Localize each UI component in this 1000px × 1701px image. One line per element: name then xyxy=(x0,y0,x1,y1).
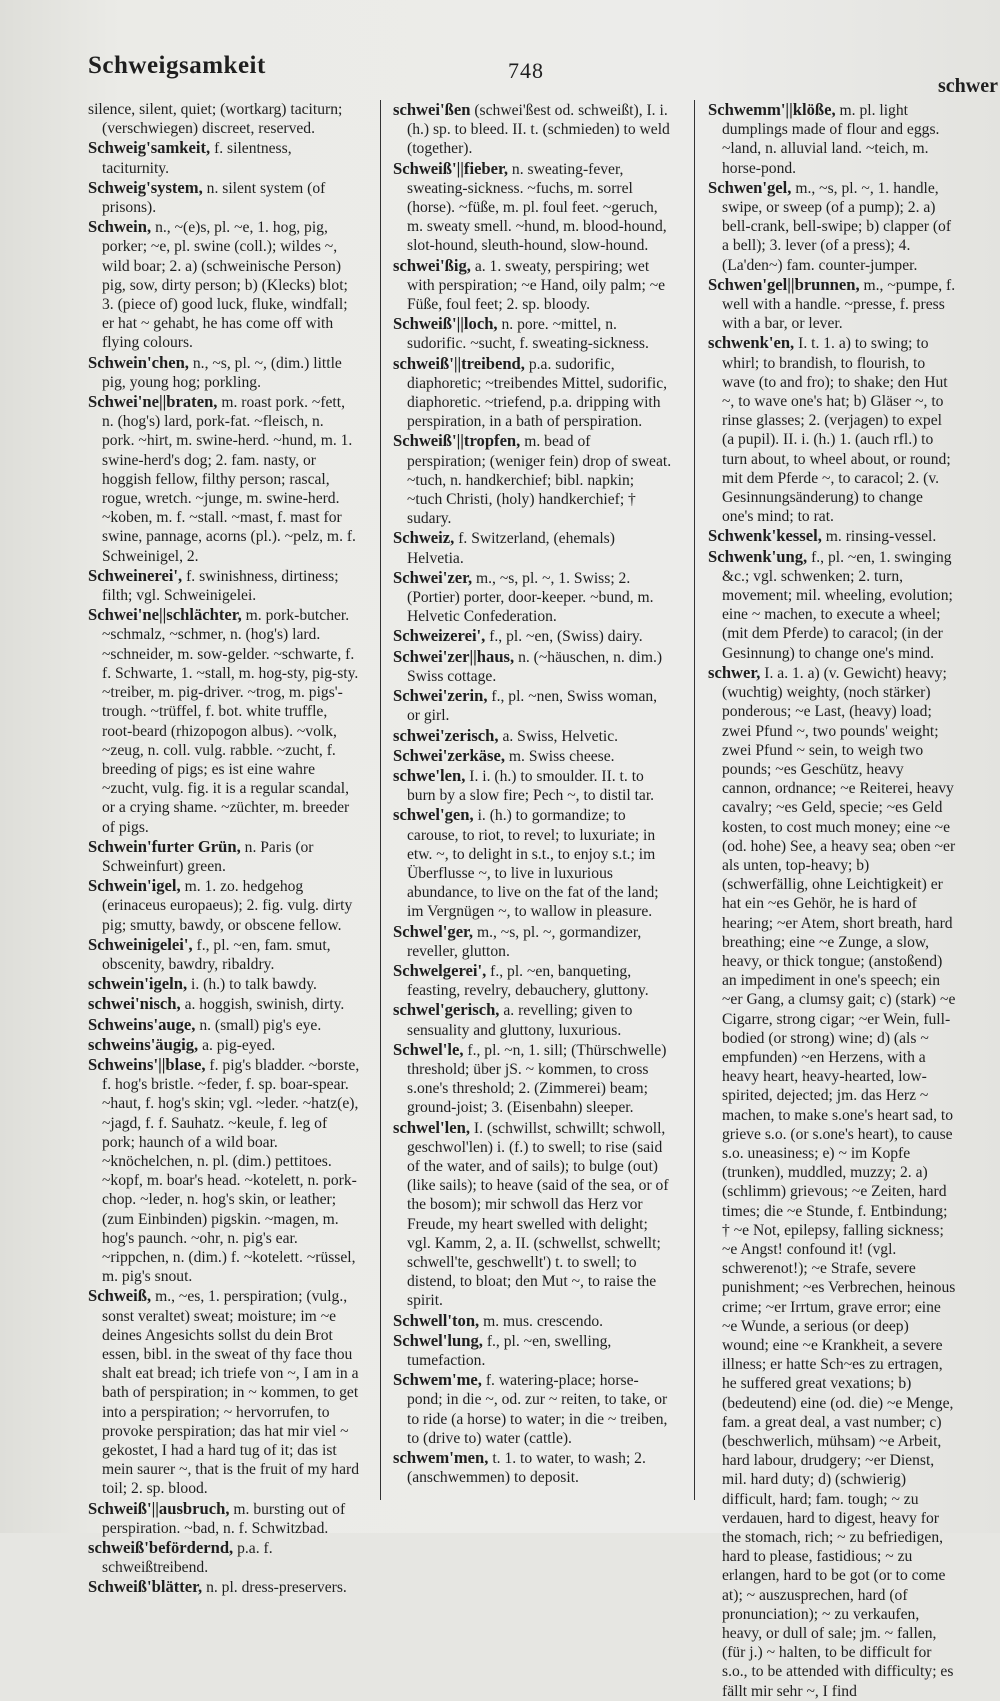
dictionary-entry xyxy=(88,1055,360,1286)
column-middle xyxy=(393,100,673,1520)
dictionary-entry xyxy=(88,605,360,836)
dictionary-entry xyxy=(393,1000,673,1039)
headword: Schwel'lung, xyxy=(393,1330,483,1350)
definition: a. Swiss, Helvetic. xyxy=(502,727,619,745)
definition: m. mus. crescendo. xyxy=(483,1312,604,1330)
headword: Schwell'ton, xyxy=(393,1310,480,1330)
definition: i. (h.) to gormandize; to carouse, to riot, to revel; to luxuriate; in etw. ~, to delight in s.t., to enjoy s.t.; im Überflusse ~, to live in luxurious abundance, to live on the fat of the land; im Vergnügen ~, to wallow in pleasure. xyxy=(407,807,659,921)
definition: f. silentness, taciturnity. xyxy=(102,140,292,177)
definition: a. hoggish, swinish, dirty. xyxy=(184,996,345,1014)
headword: Schweig'samkeit, xyxy=(88,138,211,158)
dictionary-entry xyxy=(393,1448,673,1487)
column-left xyxy=(88,100,360,1597)
headword: Schwen'gel, xyxy=(708,177,792,197)
headword: Schweiß'blätter, xyxy=(88,1577,203,1597)
headword: Schwein'furter Grün, xyxy=(88,836,241,856)
headword: Schwelgerei', xyxy=(393,960,487,980)
headword: schwenk'en, xyxy=(708,333,795,353)
headword: Schweiß, xyxy=(88,1286,152,1306)
definition: n., ~s, pl. ~, (dim.) little pig, young hog; porkling. xyxy=(102,354,342,391)
dictionary-entry xyxy=(393,746,673,766)
headword: schwei'ßig, xyxy=(393,255,471,275)
dictionary-entry xyxy=(393,1040,673,1118)
headword: schwem'men, xyxy=(393,1448,489,1468)
definition: p.a. f. schweißtreibend. xyxy=(102,1540,273,1577)
definition: p.a. sudorific, diaphoretic; ~treibendes Mittel, sudorific, diaphoretic. ~triefend, p.a. dripping with perspiration, in a bath of perspiration. xyxy=(407,355,668,431)
page-number: 748 xyxy=(508,58,544,83)
definition: m. pl. light dumplings made of flour and eggs. ~land, n. alluvial land. ~teich, m. horse-pond. xyxy=(722,102,940,177)
dictionary-entry xyxy=(88,876,360,935)
dictionary-entry xyxy=(88,1035,360,1055)
headword: schwei'ßen xyxy=(393,100,471,119)
definition: f., pl. ~en, swelling, tumefaction. xyxy=(407,1332,612,1369)
dictionary-entry xyxy=(708,100,956,178)
definition: I. t. 1. a) to swing; to whirl; to brandish, to flourish, to wave (to and fro); to shake; den Hut ~, to wave one's hat; b) Gläser ~, to rinse glasses; 2. (verjagen) to expel (a pupil). II. i. (h.) 1. (auch rfl.) to turn about, to wheel about, or round; mit dem Pferde ~, to caracol; 2. (v. Gesinnungsänderung) to change one's mind; to rat. xyxy=(722,335,951,526)
definition: n. (~häuschen, n. dim.) Swiss cottage. xyxy=(407,648,663,685)
dictionary-entry xyxy=(88,392,360,566)
dictionary-entry xyxy=(393,1118,673,1311)
dictionary-entry xyxy=(393,1311,673,1331)
headword: Schwel'ger, xyxy=(393,921,474,941)
headword: Schwein'igel, xyxy=(88,876,181,896)
dictionary-entry xyxy=(393,159,673,256)
headword: Schwei'zer, xyxy=(393,567,473,587)
headword: Schweiß'||tropfen, xyxy=(393,431,521,451)
definition: n. sweating-fever, sweating-sickness. ~fuchs, m. sorrel (horse). ~füße, m. pl. foul feet. ~geruch, m. sweaty smell. ~hund, m. blood-hound, slot-hound, sleuth-hound, slow-hound. xyxy=(407,160,667,255)
headword: schweiß'||treibend, xyxy=(393,353,525,373)
dictionary-entry xyxy=(88,566,360,605)
headword: schwel'gerisch, xyxy=(393,1000,500,1020)
headword: Schwenk'ung, xyxy=(708,546,808,566)
definition: m., ~s, pl. ~, gormandizer, reveller, glutton. xyxy=(407,923,642,960)
dictionary-entry xyxy=(393,961,673,1000)
definition: f. pig's bladder. ~borste, f. hog's bristle. ~feder, f. sp. boar-spear. ~haut, f. hog's skin; vgl. ~leder. ~hatz(e), ~jagd, f. f. Sauhatz. ~keule, f. leg of pork; haunch of a wild boar. ~knöchelchen, n. pl. (dim.) pettitoes. ~kopf, m. boar's head. ~kotelett, n. pork-chop. ~leder, n. hog's skin, or leather; (zum Einbinden) pigskin. ~magen, m. hog's paunch. ~ohr, n. pig's ear. ~rippchen, n. (dim.) f. ~kotelett. ~rüssel, m. pig's snout. xyxy=(102,1056,360,1286)
definition: f., pl. ~n, 1. sill; (Thürschwelle) threshold; über jS. ~ kommen, to cross s.one's threshold; 2. (Zimmerei) beam; ground-joist; 3. (Eisenbahn) sleeper. xyxy=(407,1041,667,1117)
definition: n., ~(e)s, pl. ~e, 1. hog, pig, porker; ~e, pl. swine (coll.); wildes ~, wild boar; 2. a) (schweinische Person) pig, sow, dirty person; b) (Klecks) blot; 3. (piece of) good luck, fluke, windfall; er hat ~ gehabt, he has come off with flying colours. xyxy=(102,219,348,352)
headword: Schwei'ne||schlächter, xyxy=(88,605,242,625)
dictionary-entry xyxy=(88,138,360,177)
running-head-left: Schweigsamkeit xyxy=(88,52,266,79)
headword: schwei'zerisch, xyxy=(393,725,499,745)
definition: silence, silent, quiet; (wortkarg) taciturn; (verschwiegen) discreet, reserved. xyxy=(88,101,343,138)
dictionary-entry xyxy=(393,726,673,746)
definition: m. bead of perspiration; (weniger fein) drop of sweat. ~tuch, n. handkerchief; bibl. napkin; ~tuch Christi, (holy) handkerchief; † sudary. xyxy=(407,433,672,528)
dictionary-entry xyxy=(393,431,673,528)
definition: I. (schwillst, schwillt; schwoll, geschwol'len) i. (f.) to swell; to rise (said of the water, and of sails); to bulge (out) (like sails); to heave (said of the sea, or of the bosom); mir schwoll das Herz vor Freude, my heart swelled with delight; vgl. Kamm, 2, a. II. (schwellst, schwellt; schwell'te, geschwellt') t. to swell; to distend, to bloat; den Mut ~, to raise the spirit. xyxy=(407,1119,669,1310)
dictionary-entry xyxy=(88,935,360,974)
dictionary-entry xyxy=(708,178,956,275)
definition: f., pl. ~nen, Swiss woman, or girl. xyxy=(407,688,658,725)
dictionary-entry xyxy=(708,547,956,663)
headword: Schwein'chen, xyxy=(88,352,189,372)
definition: I. i. (h.) to smoulder. II. t. to burn by a slow fire; Pech ~, to distil tar. xyxy=(407,767,655,805)
headword: Schwel'le, xyxy=(393,1039,464,1059)
definition: (schwei'ßest od. schweißt), I. i. (h.) sp. to bleed. II. t. (schmieden) to weld (together). xyxy=(407,102,670,158)
headword: Schweinigelei', xyxy=(88,934,193,954)
headword: Schwen'gel||brunnen, xyxy=(708,274,860,294)
headword: Schweig'system, xyxy=(88,177,203,197)
dictionary-entry xyxy=(708,663,956,1701)
dictionary-entry xyxy=(88,217,360,352)
definition: f. swinishness, dirtiness; filth; vgl. Schweinigelei. xyxy=(102,567,339,605)
definition: m. roast pork. ~fett, n. (hog's) lard, pork-fat. ~fleisch, n. pork. ~hirt, m. swine-herd. ~hund, m. 1. swine-herd's dog; 2. fam. nasty, or hoggish fellow, filthy person; rascal, rogue, wretch. ~junge, m. swine-herd. ~koben, m. f. ~stall. ~mast, f. mast for swine, pannage, acorns (pl.). ~pelz, m. f. Schweinigel, 2. xyxy=(102,394,356,565)
headword: schwein'igeln, xyxy=(88,974,188,994)
dictionary-entry xyxy=(393,314,673,353)
dictionary-entry xyxy=(708,275,956,334)
dictionary-entry xyxy=(708,526,956,546)
definition: f., pl. ~en, 1. swinging &c.; vgl. schwenken; 2. turn, movement; mil. wheeling, evolution; eine ~ machen, to execute a wheel; (mit dem Pferde) to caracol; (in der Gesinnung) to change one's mind. xyxy=(722,548,953,662)
headword: Schwei'ne||braten, xyxy=(88,392,218,412)
dictionary-entry xyxy=(88,100,360,138)
headword: Schwei'zer||haus, xyxy=(393,646,515,666)
dictionary-entry xyxy=(88,1286,360,1498)
definition: i. (h.) to talk bawdy. xyxy=(191,976,317,994)
dictionary-entry xyxy=(88,178,360,217)
definition: a. 1. sweaty, perspiring; wet with perspiration; ~e Hand, oily palm; ~e Füße, foul feet; 2. sp. bloody. xyxy=(407,257,666,314)
dictionary-entry xyxy=(88,353,360,392)
definition: t. 1. to water, to wash; 2. (anschwemmen) to deposit. xyxy=(407,1450,646,1487)
headword: Schweiß'||fieber, xyxy=(393,158,509,178)
definition: m., ~s, pl. ~, 1. Swiss; 2. (Portier) porter, door-keeper. ~bund, m. Helvetic Confederation. xyxy=(407,569,654,626)
dictionary-entry xyxy=(88,1499,360,1538)
headword: schweins'äugig, xyxy=(88,1034,199,1054)
definition: f. Switzerland, (ehemals) Helvetia. xyxy=(407,530,615,567)
column-right xyxy=(708,100,956,1700)
headword: Schweins'||blase, xyxy=(88,1054,206,1074)
definition: n. Paris (or Schweinfurt) green. xyxy=(102,838,314,875)
dictionary-entry xyxy=(393,805,673,921)
headword: schwe'len, xyxy=(393,765,466,785)
dictionary-entry xyxy=(393,100,673,159)
definition: n. silent system (of prisons). xyxy=(102,179,326,217)
headword: Schwenk'kessel, xyxy=(708,526,822,546)
headword: Schwei'zerin, xyxy=(393,686,488,706)
definition: n. pore. ~mittel, n. sudorific. ~sucht, f. sweating-sickness. xyxy=(407,316,649,353)
definition: a. revelling; given to sensuality and gluttony, luxurious. xyxy=(407,1002,633,1039)
dictionary-entry xyxy=(393,922,673,961)
dictionary-entry xyxy=(393,686,673,725)
dictionary-entry xyxy=(88,1538,360,1577)
dictionary-entry xyxy=(393,568,673,627)
dictionary-entry xyxy=(88,1015,360,1035)
dictionary-entry xyxy=(708,333,956,526)
definition: m. Swiss cheese. xyxy=(508,747,615,765)
definition: m., ~es, 1. perspiration; (vulg., sonst veraltet) sweat; moisture; im ~e deines Angesichts sollst du dein Brot essen, bibl. in the sweat of thy face thou shalt eat bread; ich triefe von ~, I am in a bath of perspiration; in ~ kommen, to get into a perspiration; ~ hervorrufen, to provoke perspiration; das hat mir viel ~ gekostet, I had a hard tug of it; das ist mein saurer ~, that is the fruit of my hard toil; 2. sp. blood. xyxy=(102,1288,359,1498)
headword: schwel'gen, xyxy=(393,805,474,825)
headword: Schweizerei', xyxy=(393,626,486,646)
running-head-right: schwer xyxy=(938,75,998,97)
definition: m. pork-butcher. ~schmalz, ~schmer, n. (hog's) lard. ~schneider, m. sow-gelder. ~schwarte, f. f. Schwarte, 1. ~stall, m. hog-sty, pig-sty. ~treiber, m. pig-driver. ~trog, m. pigs'-trough. ~trüffel, f. bot. white truffle, root-beard (rhizopogon albus). ~volk, ~zeug, n. coll. vulg. rabble. ~zucht, f. breeding of pigs; es ist eine wahre ~zucht, vulg. fig. it is a regular scandal, or a crying shame. ~züchter, m. breeder of pigs. xyxy=(102,607,359,836)
dictionary-entry xyxy=(88,837,360,876)
headword: Schweinerei', xyxy=(88,565,183,585)
definition: a. pig-eyed. xyxy=(202,1036,276,1054)
dictionary-entry xyxy=(393,256,673,315)
dictionary-entry xyxy=(393,528,673,567)
definition: f., pl. ~en, fam. smut, obscenity, bawdry, ribaldry. xyxy=(102,936,331,973)
definition: f. watering-place; horse-pond; in die ~, od. zur ~ reiten, to take, or to ride (a horse) to water; in die ~ treiben, to (drive to) water (cattle). xyxy=(407,1372,668,1447)
definition: n. pl. dress-preservers. xyxy=(206,1579,347,1597)
column-divider xyxy=(380,100,381,1500)
headword: Schwem'me, xyxy=(393,1370,482,1390)
definition: m., ~pumpe, f. well with a handle. ~presse, f. press with a bar, or lever. xyxy=(722,276,956,333)
dictionary-entry xyxy=(393,1331,673,1370)
headword: Schweiß'||loch, xyxy=(393,314,498,334)
headword: schwel'len, xyxy=(393,1117,470,1137)
definition: f., pl. ~en, banqueting, feasting, revelry, debauchery, gluttony. xyxy=(407,962,649,1000)
headword: Schweiß'||ausbruch, xyxy=(88,1498,230,1518)
dictionary-entry xyxy=(88,974,360,994)
headword: Schwemm'||klöße, xyxy=(708,100,836,119)
dictionary-entry xyxy=(393,626,673,646)
headword: Schweiz, xyxy=(393,528,455,548)
column-divider xyxy=(694,100,695,1500)
dictionary-entry xyxy=(88,994,360,1014)
definition: n. (small) pig's eye. xyxy=(199,1016,322,1034)
definition: I. a. 1. a) (v. Gewicht) heavy; (wuchtig) weighty, (noch stärker) ponderous; ~e Last, (heavy) load; zwei Pfund ~, two pounds' weight; zwei Pfund ~ sein, to weigh two pounds; ~es Geschütz, heavy cannon, ordnance; ~e Reiterei, heavy cavalry; ~es Geld, specie; ~es Geld kosten, to cost much money; eine ~e (od. hohe) See, a heavy sea; oben ~er als unten, top-heavy; b) (schwerfällig, ohne Leichtigkeit) er hat ein ~es Gehör, he is hard of hearing; ~er Atem, short breath, hard breathing; eine ~e Zunge, a slow, heavy, or thick tongue; (anstoßend) an impediment in one's speech; ein ~er Gang, a clumsy gait; c) (stark) ~e Cigarre, strong cigar; ~er Wein, full-bodied (or strong) wine; d) (als ~ empfunden) ~en Herzens, with a heavy heart, heavy-hearted, low-spirited, dejected; jm. das Herz ~ machen, to make s.one's heart sad, to grieve s.o. (or s.one's heart), to cause s.o. uneasiness; e) ~ im Kopfe (trunken), muddled, muzzy; 2. a) (schlimm) grievous; ~e Zeiten, hard times; die ~e Stunde, f. Entbindung; † ~e Not, epilepsy, falling sickness; ~e Angst! confound it! (vgl. schwerenot!); ~e Strafe, severe punishment; ~es Verbrechen, heinous crime; ~er Irrtum, grave error; eine ~e Wunde, a serious (or deep) wound; eine ~e Krankheit, a severe illness; er hatte Sch~es zu ertragen, he suffered great vexations; b) (bedeutend) eine (od. die) ~e Menge, fam. a great deal, a vast number; c) (beschwerlich, mühsam) ~e Arbeit, hard labour, drudgery; ~er Dienst, mil. hard duty; d) (schwierig) difficult, hard; fam. tough; ~ zu verdauen, hard to digest, heavy for the stomach, rich; ~ zu befriedigen, hard to please, fastidious; ~ zu erlangen, hard to be got (or to come at); ~ auszusprechen, hard (of pronunciation); ~ zu verkaufen, heavy, or dull of sale; jm. ~ fallen, (für j.) ~ halten, to be difficult for s.o., to be attended with difficulty; es fällt mir sehr ~, I find xyxy=(722,664,956,1700)
headword: Schwei'zerkäse, xyxy=(393,745,505,765)
definition: f., pl. ~en, (Swiss) dairy. xyxy=(489,628,643,646)
dictionary-entry xyxy=(393,647,673,686)
dictionary-entry xyxy=(88,1577,360,1597)
headword: schweiß'befördernd, xyxy=(88,1538,234,1558)
headword: schwei'nisch, xyxy=(88,994,181,1014)
headword: Schwein, xyxy=(88,217,152,237)
definition: m. bursting out of perspiration. ~bad, n. f. Schwitzbad. xyxy=(102,1500,346,1537)
dictionary-entry xyxy=(393,354,673,432)
headword: schwer, xyxy=(708,662,761,682)
definition: m. rinsing-vessel. xyxy=(825,528,937,546)
dictionary-entry xyxy=(393,766,673,805)
dictionary-entry xyxy=(393,1370,673,1448)
headword: Schweins'auge, xyxy=(88,1014,196,1034)
definition: m., ~s, pl. ~, 1. handle, swipe, or sweep (of a pump); 2. a) bell-crank, bell-swipe; b) clapper (of a bell); 3. lever (of a press); 4. (La'den~) fam. counter-jumper. xyxy=(722,179,952,274)
definition: m. 1. zo. hedgehog (erinaceus europaeus); 2. fig. vulg. dirty pig; smutty, bawdy, or obscene fellow. xyxy=(102,878,353,934)
